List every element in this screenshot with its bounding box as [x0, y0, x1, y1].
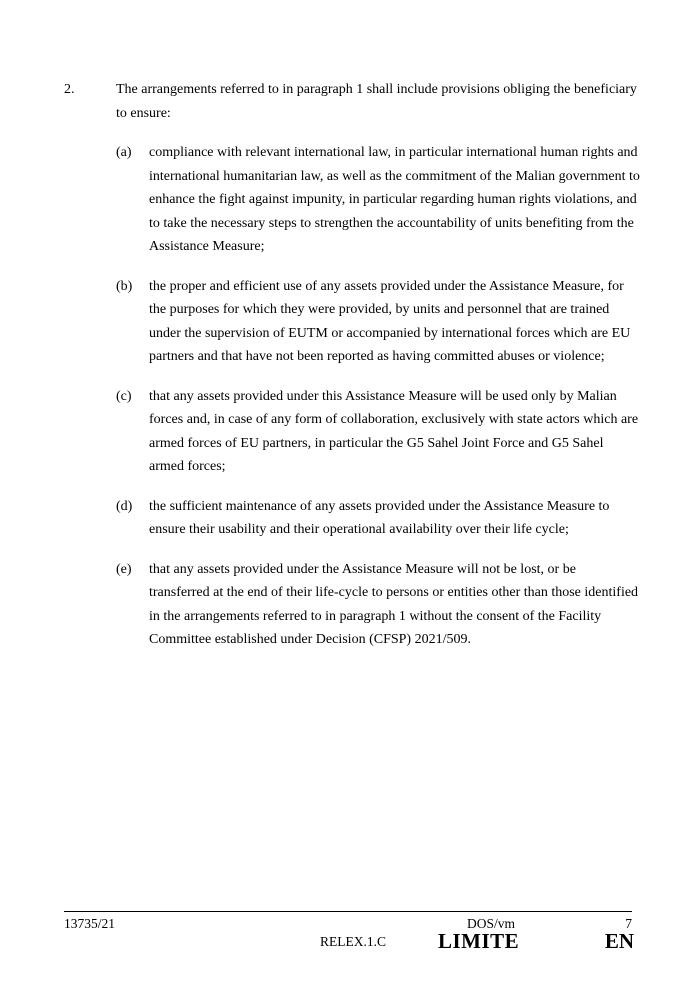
list-item-d	[116, 495, 640, 542]
item-text: that any assets provided under the Assistance Measure will not be lost, or be transferred at the end of their life-cycle to persons or entities other than those identified in the arrangements referred to in paragraph 1 without the consent of the Facility Committee established under Decision (CFSP) 2021/509.	[149, 561, 639, 647]
footer-classification: LIMITE	[438, 929, 520, 953]
item-text: compliance with relevant international law, in particular international human rights and international humanitarian law, as well as the commitment of the Malian government to enhance the fight against impunity, in particular regarding human rights violations, and to take the necessary steps to strengthen the accountability of units benefiting from the Assistance Measure;	[149, 145, 640, 254]
footer-document-number: 13735/21	[64, 916, 116, 931]
footer-page-number: 7	[625, 916, 632, 931]
list-item-c	[116, 385, 640, 479]
list-item-b	[116, 275, 640, 369]
paragraph-number: 2.	[64, 82, 75, 97]
item-label: (c)	[116, 388, 132, 404]
footer-language: EN	[604, 929, 634, 953]
item-label: (e)	[116, 561, 132, 577]
paragraph-2	[64, 78, 640, 668]
list-item-e	[116, 558, 640, 652]
footer-divider	[64, 911, 632, 912]
item-label: (a)	[116, 145, 132, 160]
list-item-a	[116, 141, 640, 259]
item-label: (d)	[116, 498, 133, 514]
footer-dg-code: RELEX.1.C	[320, 934, 386, 949]
paragraph-item-list	[116, 141, 640, 652]
item-text: that any assets provided under this Assistance Measure will be used only by Malian forces and, in case of any form of collaboration, exclusively with state actors which are armed forces of EU partners, in particular the G5 Sahel Joint Force and G5 Sahel armed forces;	[149, 388, 639, 474]
footer-author-code: DOS/vm	[467, 916, 516, 931]
paragraph-intro-row	[64, 78, 640, 125]
paragraph-intro-text: The arrangements referred to in paragraph 1 shall include provisions obliging the beneficiary to ensure:	[116, 82, 637, 121]
item-label: (b)	[116, 278, 133, 294]
item-text: the sufficient maintenance of any assets provided under the Assistance Measure to ensure their usability and their operational availability over their life cycle;	[149, 498, 610, 537]
item-text: the proper and efficient use of any assets provided under the Assistance Measure, for the purposes for which they were provided, by units and personnel that are trained under the supervision of EUTM or accompanied by international forces which are EU partners and that have not been reported as having committed abuses or violence;	[149, 278, 631, 364]
